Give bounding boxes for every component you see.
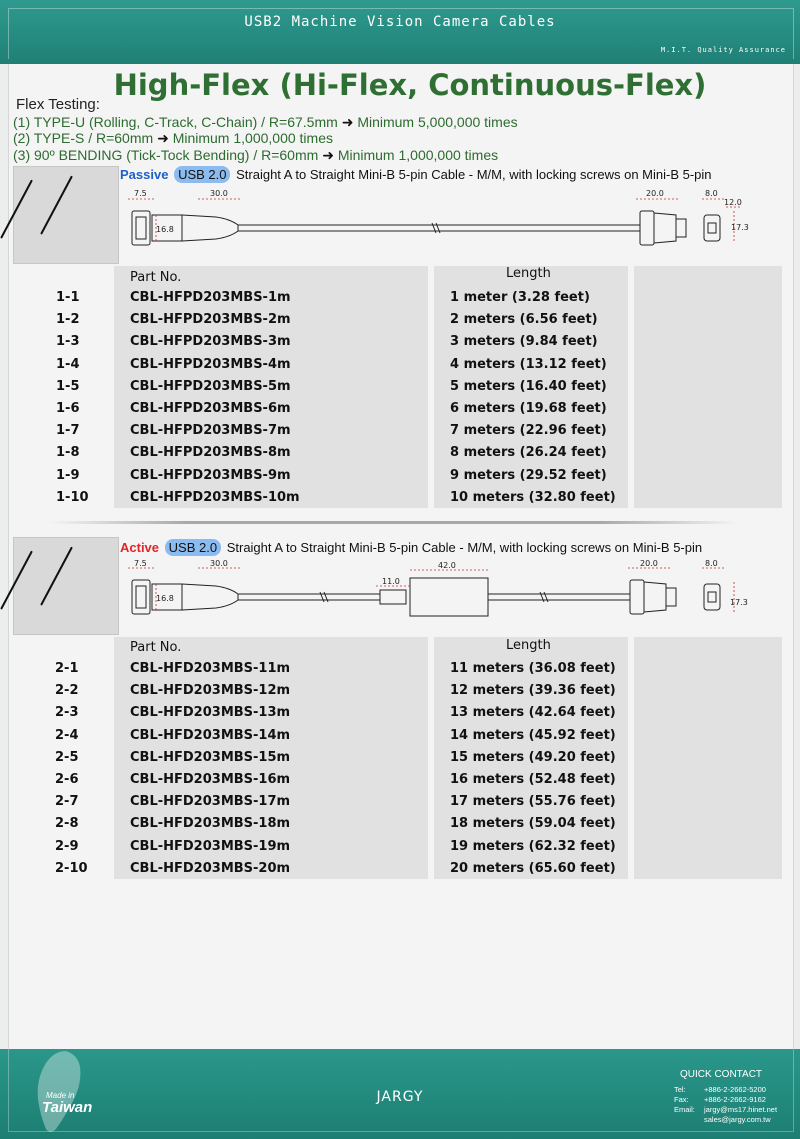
header-subtitle: M.I.T. Quality Assurance	[660, 46, 786, 54]
dim-label: 30.0	[210, 189, 228, 198]
length-header: Length	[506, 266, 551, 281]
dim-label: 7.5	[134, 189, 147, 198]
row-number: 1-3	[56, 334, 80, 350]
dim-label: 8.0	[705, 189, 718, 198]
row-number: 1-1	[56, 290, 80, 305]
row-number: 1-2	[56, 312, 80, 328]
flex-test-3	[13, 147, 498, 164]
active-cable-photo	[13, 537, 119, 635]
cable-length: 10 meters (32.80 feet)	[450, 489, 616, 505]
part-number: CBL-HFD203MBS-19m	[130, 838, 291, 854]
part-number: CBL-HFPD203MBS-1m	[130, 290, 291, 305]
quick-contact-title: QUICK CONTACT	[680, 1069, 763, 1080]
dim-label: 17.3	[730, 598, 748, 607]
section-divider	[50, 521, 738, 524]
cable-type-label: Passive	[120, 167, 169, 182]
part-number: CBL-HFD203MBS-12m	[130, 683, 291, 699]
cable-length: 20 meters (65.60 feet)	[450, 860, 616, 876]
dim-label: 16.8	[156, 594, 174, 603]
part-number: CBL-HFPD203MBS-9m	[130, 467, 291, 483]
row-number: 1-4	[56, 356, 80, 372]
cable-length: 2 meters (6.56 feet)	[450, 312, 598, 328]
row-number: 1-5	[56, 378, 80, 394]
dim-label: 20.0	[640, 560, 658, 568]
usb-badge: USB 2.0	[165, 539, 221, 556]
row-number: 1-9	[56, 467, 80, 483]
cable-length: 7 meters (22.96 feet)	[450, 423, 607, 439]
part-number: CBL-HFD203MBS-16m	[130, 772, 291, 787]
dim-label: 7.5	[134, 560, 147, 568]
cable-length: 14 meters (45.92 feet)	[450, 727, 616, 743]
part-number: CBL-HFPD203MBS-6m	[130, 401, 291, 416]
dim-label: 8.0	[705, 560, 718, 568]
passive-cable-photo	[13, 166, 119, 264]
cable-length: 4 meters (13.12 feet)	[450, 356, 607, 372]
contact-fax: Fax: +886-2-2662-9162	[674, 1095, 766, 1104]
flex-testing-label: Flex Testing:	[16, 96, 100, 113]
dim-label: 20.0	[646, 189, 664, 198]
cable-length: 15 meters (49.20 feet)	[450, 749, 616, 765]
cable-length: 18 meters (59.04 feet)	[450, 816, 616, 832]
flex-test-1	[13, 114, 518, 131]
part-number: CBL-HFD203MBS-11m	[130, 661, 291, 676]
page-title: High-Flex (Hi-Flex, Continuous-Flex)	[113, 68, 707, 102]
part-number: CBL-HFPD203MBS-2m	[130, 312, 291, 328]
page-header	[0, 0, 800, 64]
cable-length: 3 meters (9.84 feet)	[450, 334, 598, 350]
dim-label: 17.3	[731, 223, 749, 232]
flex-test-1-result: Minimum 5,000,000 times	[357, 114, 518, 130]
row-number: 2-8	[55, 816, 79, 832]
row-number: 2-3	[55, 705, 79, 721]
contact-email[interactable]: Email: jargy@ms17.hinet.net	[674, 1105, 778, 1114]
header-title: USB2 Machine Vision Camera Cables	[244, 14, 556, 30]
part-number: CBL-HFPD203MBS-7m	[130, 423, 291, 439]
row-number: 2-10	[55, 860, 88, 876]
cable-length: 6 meters (19.68 feet)	[450, 401, 607, 416]
length-header: Length	[506, 638, 551, 653]
part-number: CBL-HFPD203MBS-3m	[130, 334, 291, 350]
cable-length: 9 meters (29.52 feet)	[450, 467, 607, 483]
part-number: CBL-HFD203MBS-15m	[130, 749, 291, 765]
cable-length: 12 meters (39.36 feet)	[450, 683, 616, 699]
part-no-header: Part No.	[130, 270, 182, 285]
flex-test-2-result: Minimum 1,000,000 times	[172, 130, 333, 146]
arrow-right-icon: ➜	[341, 114, 354, 130]
row-number: 2-5	[55, 749, 79, 765]
row-number: 2-4	[55, 727, 79, 743]
cable-length: 11 meters (36.08 feet)	[450, 661, 616, 676]
part-number: CBL-HFPD203MBS-10m	[130, 489, 300, 505]
usb-badge: USB 2.0	[174, 166, 230, 183]
dim-label: 16.8	[156, 225, 174, 234]
brand-name: JARGY	[376, 1089, 424, 1105]
active-cable-drawing	[120, 560, 784, 640]
flex-test-3-result: Minimum 1,000,000 times	[337, 147, 499, 163]
cable-length: 8 meters (26.24 feet)	[450, 445, 607, 461]
part-number: CBL-HFD203MBS-20m	[130, 860, 291, 876]
contact-email-sales[interactable]: sales@jargy.com.tw	[704, 1115, 771, 1124]
country-label: Taiwan	[42, 1099, 93, 1116]
cable-length: 17 meters (55.76 feet)	[450, 794, 616, 810]
row-number: 1-10	[56, 489, 89, 505]
part-no-header: Part No.	[130, 640, 182, 655]
part-number: CBL-HFD203MBS-18m	[130, 816, 291, 832]
row-number: 2-7	[55, 794, 79, 810]
made-in-label: Made in	[46, 1091, 75, 1100]
contact-tel: Tel: +886-2-2662-5200	[674, 1085, 766, 1094]
arrow-right-icon: ➜	[322, 147, 334, 163]
row-number: 2-6	[55, 772, 79, 787]
page-footer	[0, 1049, 800, 1139]
flex-test-2-spec: (2) TYPE-S / R=60mm	[13, 130, 154, 146]
row-number: 2-1	[55, 661, 79, 676]
part-number: CBL-HFPD203MBS-8m	[130, 445, 291, 461]
part-number: CBL-HFPD203MBS-5m	[130, 378, 291, 394]
row-number: 2-9	[55, 838, 79, 854]
active-cable-title	[120, 540, 702, 555]
cable-length: 5 meters (16.40 feet)	[450, 378, 607, 394]
dim-label: 42.0	[438, 561, 456, 570]
part-number: CBL-HFD203MBS-14m	[130, 727, 291, 743]
cable-length: 1 meter (3.28 feet)	[450, 290, 590, 305]
part-number: CBL-HFD203MBS-17m	[130, 794, 291, 810]
cable-length: 13 meters (42.64 feet)	[450, 705, 616, 721]
arrow-right-icon: ➜	[157, 130, 169, 146]
cable-description: Straight A to Straight Mini-B 5-pin Cable - M/M, with locking screws on Mini-B 5-pin	[226, 540, 703, 555]
cable-length: 16 meters (52.48 feet)	[450, 772, 616, 787]
flex-test-2	[13, 130, 333, 147]
part-number: CBL-HFPD203MBS-4m	[130, 356, 291, 372]
row-number: 1-8	[56, 445, 80, 461]
row-number: 2-2	[55, 683, 79, 699]
cable-type-label: Active	[120, 540, 160, 555]
passive-cable-title	[120, 167, 712, 182]
dim-label: 30.0	[210, 560, 228, 568]
row-number: 1-6	[56, 401, 80, 416]
dim-label: 11.0	[382, 577, 400, 586]
part-number: CBL-HFD203MBS-13m	[130, 705, 291, 721]
flex-test-3-spec: (3) 90º BENDING (Tick-Tock Bending) / R=60mm	[13, 147, 319, 163]
flex-test-1-spec: (1) TYPE-U (Rolling, C-Track, C-Chain) / R=67.5mm	[13, 114, 338, 130]
cable-description: Straight A to Straight Mini-B 5-pin Cable - M/M, with locking screws on Mini-B 5-pin	[236, 167, 712, 182]
dim-label: 12.0	[724, 198, 742, 207]
row-number: 1-7	[56, 423, 80, 439]
cable-length: 19 meters (62.32 feet)	[450, 838, 616, 854]
passive-cable-drawing	[120, 185, 784, 265]
